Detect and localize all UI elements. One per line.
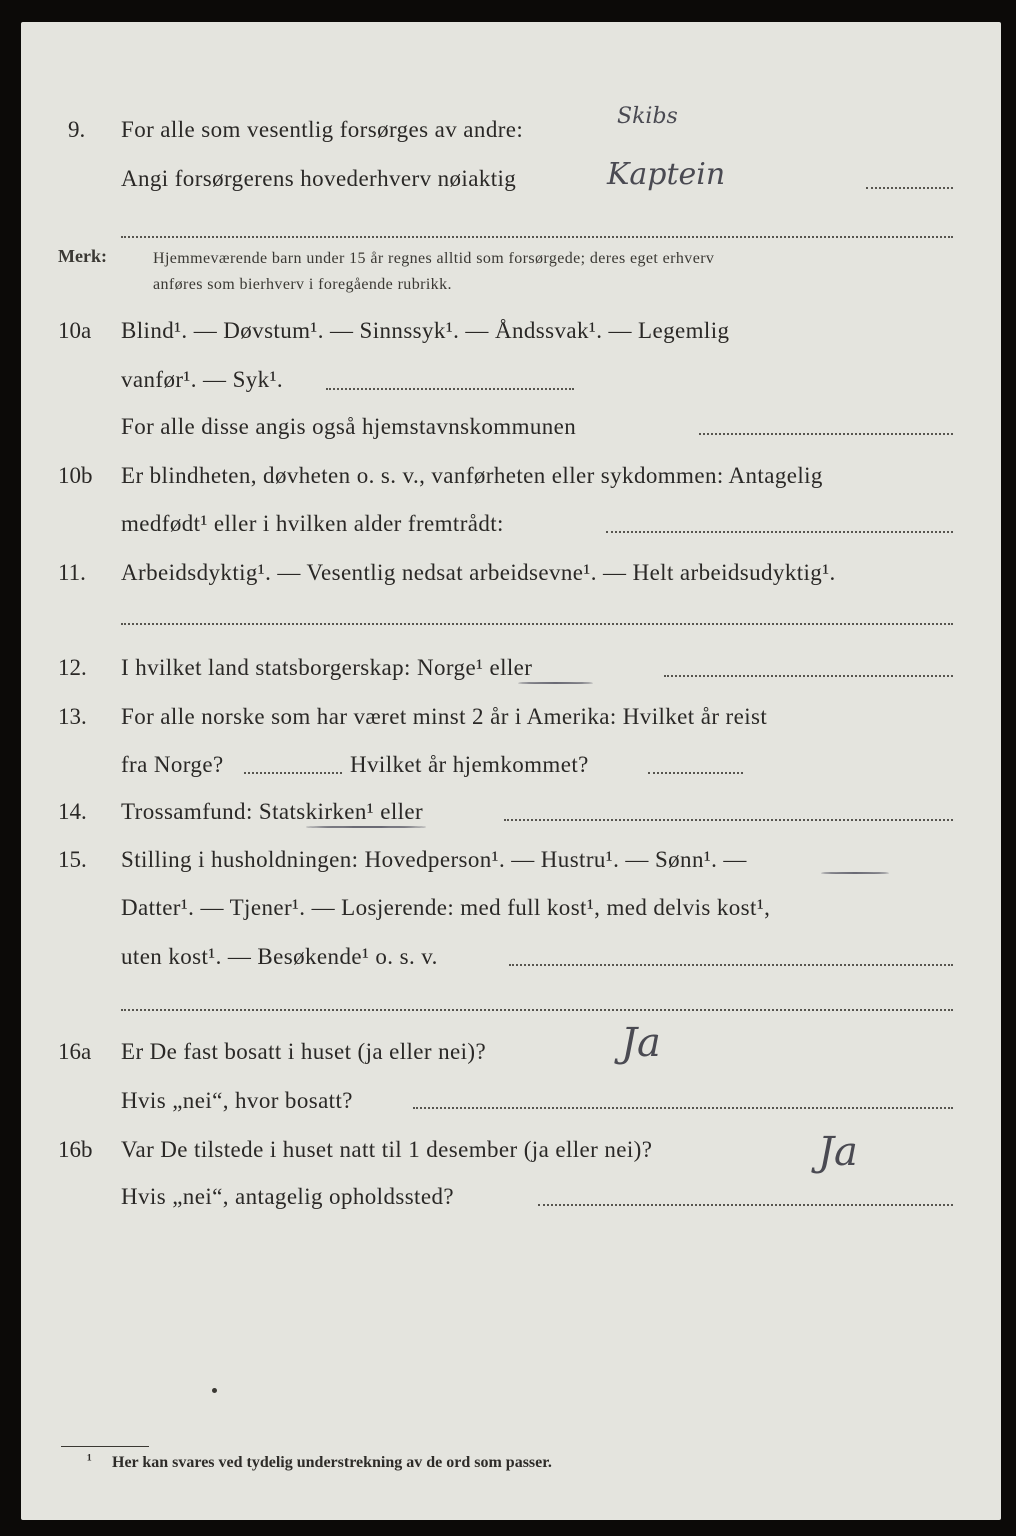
q9-line1: For alle som vesentlig forsørges av andre: bbox=[121, 117, 524, 142]
q10a-line2: vanfør¹. — Syk¹. bbox=[121, 367, 284, 392]
q10a-answer-line-1 bbox=[326, 388, 574, 390]
footnote-mark: ¹ bbox=[87, 1452, 92, 1469]
q11-number: 11. bbox=[58, 560, 86, 585]
q14-number: 14. bbox=[58, 799, 87, 824]
q13-number: 13. bbox=[58, 704, 87, 729]
q15-number: 15. bbox=[58, 847, 87, 872]
q15-line2: Datter¹. — Tjener¹. — Losjerende: med full kost¹, med delvis kost¹, bbox=[121, 895, 771, 920]
q9-number: 9. bbox=[68, 117, 86, 142]
q16a-handwriting: Ja bbox=[621, 1020, 661, 1066]
q16b-line1: Var De tilstede i huset natt til 1 desember (ja eller nei)? bbox=[121, 1137, 653, 1162]
q16a-answer-line bbox=[413, 1107, 953, 1109]
q15-answer-line bbox=[509, 964, 953, 966]
q11-line1: Arbeidsdyktig¹. — Vesentlig nedsat arbeidsevne¹. — Helt arbeidsudyktig¹. bbox=[121, 560, 836, 585]
q12-number: 12. bbox=[58, 655, 87, 680]
q13-answer-line-1 bbox=[244, 772, 342, 774]
q16a-number: 16a bbox=[58, 1039, 92, 1064]
q9-handwriting-1: Skibs bbox=[617, 104, 678, 129]
q9-handwriting-2: Kaptein bbox=[607, 157, 726, 192]
q16b-number: 16b bbox=[58, 1137, 93, 1162]
q9-answer-line bbox=[866, 187, 953, 189]
footnote-text: Her kan svares ved tydelig understrekning av de ord som passer. bbox=[112, 1454, 552, 1471]
footnote-rule bbox=[61, 1446, 149, 1447]
q10b-number: 10b bbox=[58, 463, 93, 488]
merk-line1: Hjemmeværende barn under 15 år regnes alltid som forsørgede; deres eget erhverv bbox=[153, 250, 715, 267]
q16a-line1: Er De fast bosatt i huset (ja eller nei)? bbox=[121, 1039, 487, 1064]
q15-rule bbox=[121, 1009, 953, 1011]
q13-line1: For alle norske som har været minst 2 år i Amerika: Hvilket år reist bbox=[121, 704, 768, 729]
q10a-line1: Blind¹. — Døvstum¹. — Sinnssyk¹. — Åndssvak¹. — Legemlig bbox=[121, 318, 730, 343]
q13-answer-line-2 bbox=[648, 772, 743, 774]
sonn-underline bbox=[821, 872, 889, 874]
q16b-handwriting: Ja bbox=[818, 1129, 858, 1175]
q12-answer-line bbox=[664, 675, 953, 677]
q15-line1: Stilling i husholdningen: Hovedperson¹. — Hustru¹. — Sønn¹. — bbox=[121, 847, 747, 872]
q16b-line2: Hvis „nei“, antagelig opholdssted? bbox=[121, 1184, 454, 1209]
merk-label: Merk: bbox=[58, 246, 107, 266]
q13-line2a: fra Norge? bbox=[121, 752, 224, 777]
q16b-answer-line bbox=[538, 1204, 953, 1206]
q10a-answer-line-2 bbox=[699, 433, 953, 435]
q9-line2: Angi forsørgerens hovederhverv nøiaktig bbox=[121, 166, 517, 191]
statskirken-underline bbox=[306, 826, 426, 828]
q15-line3: uten kost¹. — Besøkende¹ o. s. v. bbox=[121, 944, 438, 969]
merk-line2: anføres som bierhverv i foregående rubrikk. bbox=[153, 276, 452, 293]
q9-rule bbox=[121, 236, 953, 238]
q10b-line2: medfødt¹ eller i hvilken alder fremtrådt: bbox=[121, 511, 504, 536]
q10b-line1: Er blindheten, døvheten o. s. v., vanførheten eller sykdommen: Antagelig bbox=[121, 463, 823, 488]
q10a-line3: For alle disse angis også hjemstavnskommunen bbox=[121, 414, 577, 439]
q16a-line2: Hvis „nei“, hvor bosatt? bbox=[121, 1088, 353, 1113]
form-page bbox=[21, 22, 1001, 1520]
q14-answer-line bbox=[504, 819, 953, 821]
ink-dot bbox=[212, 1388, 217, 1393]
q10a-number: 10a bbox=[58, 318, 92, 343]
q11-rule bbox=[121, 623, 953, 625]
q13-line2b: Hvilket år hjemkommet? bbox=[350, 752, 589, 777]
norge-underline bbox=[518, 682, 593, 684]
q14-line1: Trossamfund: Statskirken¹ eller bbox=[121, 799, 424, 824]
q12-line1: I hvilket land statsborgerskap: Norge¹ eller bbox=[121, 655, 533, 680]
q10b-answer-line bbox=[606, 531, 953, 533]
